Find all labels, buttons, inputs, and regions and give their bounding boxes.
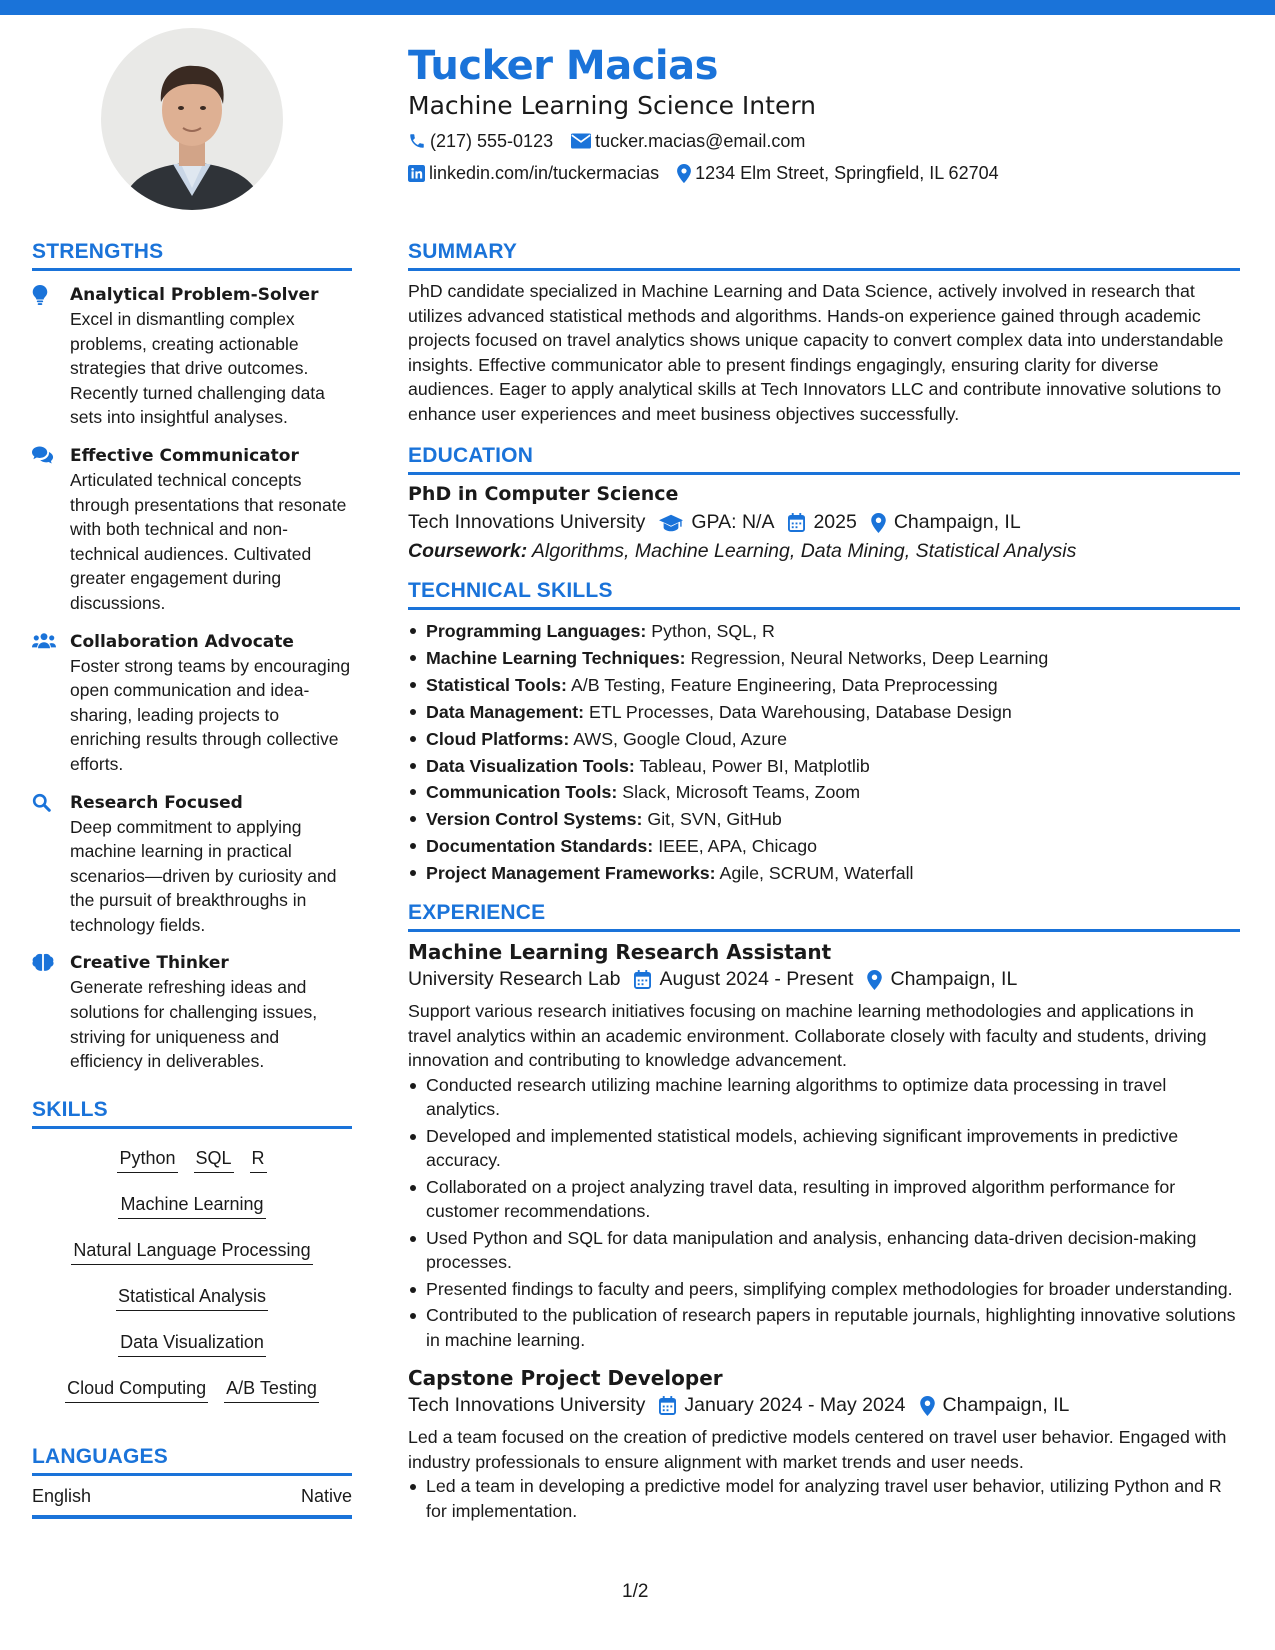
contact-row-1 [408, 129, 1248, 153]
technical-skills-list [408, 618, 1240, 887]
language-row [32, 1476, 352, 1519]
brain-icon [32, 953, 54, 972]
job-bullets [408, 1073, 1240, 1353]
profile-photo [101, 28, 283, 210]
skill-label: Data Visualization Tools: [426, 755, 635, 776]
job-location-item [920, 1394, 1070, 1417]
left-column [32, 240, 352, 1519]
summary-heading: SUMMARY [408, 240, 1240, 271]
skill-value: A/B Testing, Feature Engineering, Data Preprocessing [570, 674, 998, 695]
list-item [408, 618, 1240, 645]
list-item: Presented findings to faculty and peers, simplifying complex methodologies for broader understanding. [408, 1277, 1240, 1302]
strength-item [32, 283, 352, 430]
candidate-name: Tucker Macias [408, 43, 718, 89]
calendar-icon [634, 970, 651, 989]
top-accent-bar [0, 0, 1275, 15]
resume-page [0, 15, 1275, 1650]
map-pin-icon [871, 513, 886, 533]
skills-list [32, 1141, 352, 1417]
skill-label: Programming Languages: [426, 621, 647, 641]
contact-email[interactable] [571, 131, 805, 152]
header [408, 43, 1248, 185]
skill-value: IEEE, APA, Chicago [658, 836, 817, 857]
skill-value: AWS, Google Cloud, Azure [573, 728, 788, 749]
list-item: Collaborated on a project analyzing travel data, resulting in improved algorithm performance for customer recommendations. [408, 1175, 1240, 1224]
right-column [408, 240, 1240, 1525]
language-name: English [32, 1485, 92, 1506]
envelope-icon [571, 133, 591, 149]
skill-chip: Cloud Computing [65, 1371, 208, 1403]
job-location: Champaign, IL [890, 968, 1018, 991]
map-pin-icon [867, 970, 882, 990]
skill-value: Python, SQL, R [651, 621, 775, 641]
year-item [788, 511, 856, 534]
strength-desc: Generate refreshing ideas and solutions for challenging issues, striving for uniqueness and efficiency in deliverables. [70, 977, 318, 1072]
list-item: Contributed to the publication of research papers in reputable journals, highlighting innovative solutions in machine learning. [408, 1303, 1240, 1352]
strength-desc: Excel in dismantling complex problems, creating actionable strategies that drive outcomes. Recently turned challenging data sets into insightful analyses. [70, 309, 325, 428]
linkedin-text[interactable]: linkedin.com/in/tuckermacias [429, 162, 660, 183]
skill-label: Machine Learning Techniques: [426, 647, 686, 668]
language-level: Native [300, 1485, 352, 1506]
skill-chip: Statistical Analysis [116, 1279, 268, 1311]
job-location: Champaign, IL [942, 1394, 1070, 1417]
job-dates: January 2024 - May 2024 [684, 1394, 906, 1417]
skill-label: Version Control Systems: [426, 809, 643, 830]
technical-skills-heading: TECHNICAL SKILLS [408, 579, 1240, 610]
languages-heading: LANGUAGES [32, 1445, 352, 1476]
year-text: 2025 [813, 511, 857, 533]
skill-chip: R [250, 1141, 267, 1173]
list-item [408, 699, 1240, 726]
job-dates-item [659, 1394, 905, 1417]
strengths-heading: STRENGTHS [32, 240, 352, 271]
list-item: Developed and implemented statistical models, achieving significant improvements in predictive accuracy. [408, 1124, 1240, 1173]
skill-value: ETL Processes, Data Warehousing, Database Design [589, 701, 1012, 722]
calendar-icon [788, 513, 805, 532]
education-heading: EDUCATION [408, 444, 1240, 475]
list-item [408, 726, 1240, 753]
map-pin-icon [677, 164, 691, 183]
list-item: Used Python and SQL for data manipulation and analysis, enhancing data-driven decision-making processes. [408, 1226, 1240, 1275]
candidate-role: Machine Learning Science Intern [408, 91, 817, 120]
job-location-item [867, 968, 1017, 991]
skill-chip: Data Visualization [118, 1325, 266, 1357]
skill-value: Regression, Neural Networks, Deep Learning [690, 647, 1049, 668]
skill-label: Project Management Frameworks: [426, 863, 716, 884]
coursework [408, 540, 1240, 563]
list-item [408, 672, 1240, 699]
strength-title: Analytical Problem-Solver [70, 285, 319, 305]
users-icon [32, 632, 56, 649]
coursework-label: Coursework: [408, 540, 528, 562]
skill-label: Communication Tools: [426, 782, 618, 803]
list-item [408, 779, 1240, 806]
contact-phone [408, 131, 553, 152]
comments-icon [32, 446, 54, 464]
location-item [871, 511, 1021, 534]
calendar-icon [659, 1396, 676, 1415]
search-icon [32, 793, 51, 812]
list-item [408, 833, 1240, 860]
job-title: Capstone Project Developer [408, 1366, 723, 1391]
job-org: University Research Lab [408, 968, 621, 991]
list-item [408, 645, 1240, 672]
skill-label: Cloud Platforms: [426, 728, 570, 749]
job-bullets [408, 1474, 1240, 1523]
strength-title: Effective Communicator [70, 445, 299, 466]
strength-item [32, 444, 352, 616]
job-meta [408, 1394, 1240, 1417]
graduation-cap-icon [659, 514, 683, 532]
job-entry [408, 940, 1240, 1352]
coursework-text: Algorithms, Machine Learning, Data Mining, Statistical Analysis [531, 540, 1077, 562]
skills-heading: SKILLS [32, 1098, 352, 1129]
address-text: 1234 Elm Street, Springfield, IL 62704 [695, 162, 999, 183]
linkedin-icon [408, 165, 425, 182]
list-item: Led a team in developing a predictive model for analyzing travel user behavior, utilizing Python and R for implementation. [408, 1474, 1240, 1523]
job-entry [408, 1366, 1240, 1523]
email-text[interactable]: tucker.macias@email.com [595, 130, 806, 151]
skill-chip: Machine Learning [118, 1187, 265, 1219]
skill-chip: A/B Testing [224, 1371, 319, 1403]
skill-value: Slack, Microsoft Teams, Zoom [622, 782, 861, 803]
contact-row-2 [408, 161, 1248, 185]
list-item [408, 860, 1240, 887]
strength-item [32, 630, 352, 777]
skill-label: Data Management: [426, 701, 585, 722]
strength-title: Research Focused [70, 792, 243, 813]
list-item [408, 753, 1240, 780]
experience-heading: EXPERIENCE [408, 901, 1240, 932]
school-name: Tech Innovations University [408, 511, 646, 533]
phone-text: (217) 555-0123 [430, 130, 554, 151]
job-meta [408, 968, 1240, 991]
gpa-item [659, 511, 774, 534]
strength-title: Creative Thinker [70, 953, 229, 974]
list-item [408, 806, 1240, 833]
page-number: 1/2 [622, 1581, 649, 1602]
location-text: Champaign, IL [893, 511, 1021, 533]
strength-desc: Deep commitment to applying machine learning in practical scenarios—driven by curiosity and the pursuit of breakthroughs in technology fields. [70, 816, 337, 935]
job-title: Machine Learning Research Assistant [408, 940, 832, 965]
skill-chip: SQL [194, 1141, 234, 1173]
skill-label: Statistical Tools: [426, 674, 567, 695]
job-description: Support various research initiatives focusing on machine learning methodologies and applications in travel analytics within an academic environment. Collaborate closely with faculty and students, driving innovation and contributing to knowledge advancement. [408, 1001, 1207, 1071]
gpa-text: GPA: N/A [691, 511, 775, 533]
strength-item [32, 791, 352, 938]
strength-item [32, 951, 352, 1073]
strength-desc: Articulated technical concepts through presentations that resonate with both technical and non-technical audiences. Cultivated greater engagement during discussions. [70, 469, 347, 613]
phone-icon [408, 132, 426, 150]
contact-linkedin[interactable] [408, 163, 659, 184]
skill-chip: Natural Language Processing [71, 1233, 312, 1265]
lightbulb-icon [32, 285, 48, 305]
job-dates-item [634, 968, 853, 991]
job-org: Tech Innovations University [408, 1394, 646, 1417]
degree-title: PhD in Computer Science [408, 483, 679, 505]
skill-value: Git, SVN, GitHub [647, 809, 782, 830]
skill-value: Agile, SCRUM, Waterfall [719, 863, 914, 884]
skill-chip: Python [117, 1141, 177, 1173]
skill-value: Tableau, Power BI, Matplotlib [639, 755, 870, 776]
education-meta [408, 511, 1240, 534]
job-description: Led a team focused on the creation of predictive models centered on travel user behavior. Engaged with industry professionals to ensure alignment with market trends and user needs. [408, 1427, 1227, 1472]
contact-address [677, 163, 999, 184]
strength-title: Collaboration Advocate [70, 631, 294, 652]
job-dates: August 2024 - Present [659, 968, 854, 991]
summary-text: PhD candidate specialized in Machine Learning and Data Science, actively involved in research that utilizes advanced statistical methods and algorithms. Hands-on experience gained through academic projects focused on travel analytics shows unique capacity to convert complex data into understandable insights. Effective communicator able to present findings engagingly, ensuring clarity for diverse audiences. Eager to apply analytical skills at Tech Innovators LLC and contribute innovative solutions to enhance user experiences and meet business objectives successfully. [408, 281, 1224, 424]
list-item: Conducted research utilizing machine learning algorithms to optimize data processing in travel analytics. [408, 1073, 1240, 1122]
strength-desc: Foster strong teams by encouraging open communication and idea-sharing, leading projects to enriching results through collective efforts. [70, 655, 351, 774]
map-pin-icon [920, 1396, 935, 1416]
skill-label: Documentation Standards: [426, 836, 654, 857]
